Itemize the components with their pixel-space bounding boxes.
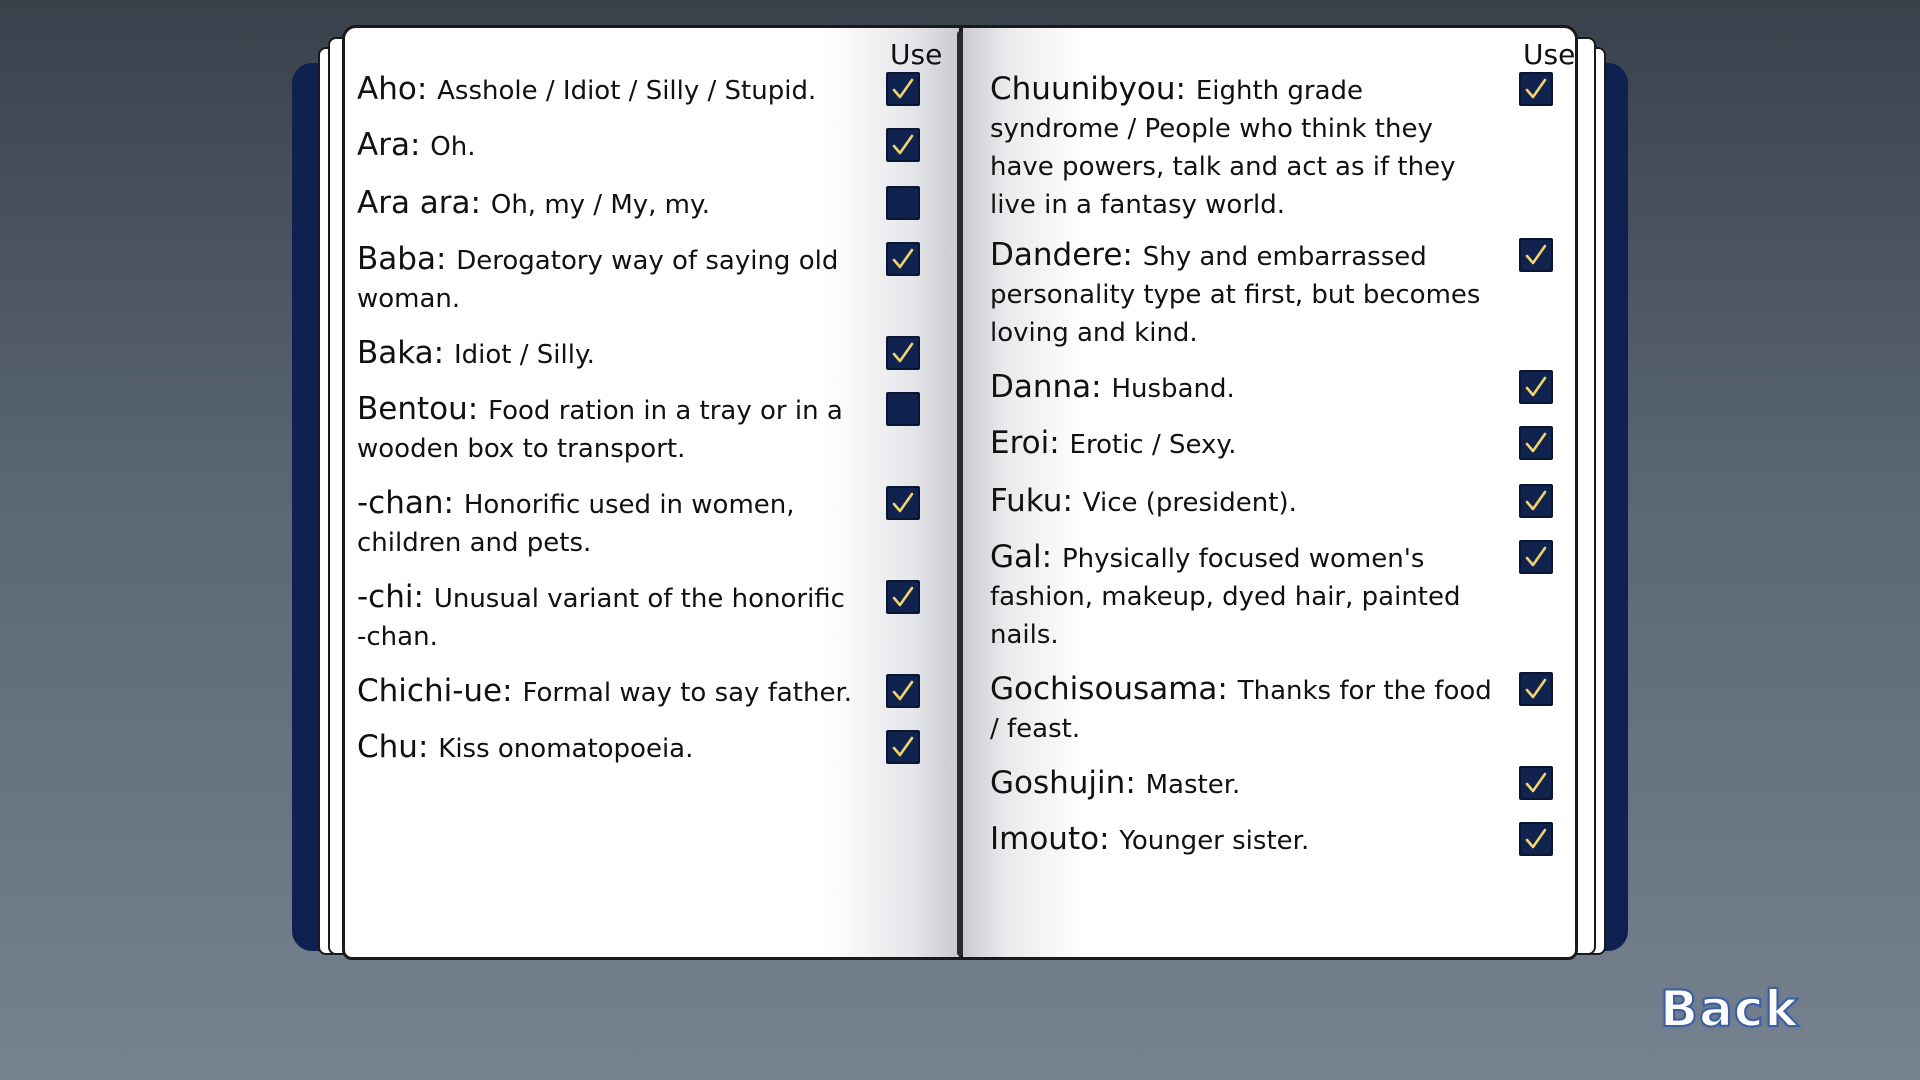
glossary-term: Baba [357,241,436,277]
glossary-entry: Aho: Asshole / Idiot / Silly / Stupid. [357,71,817,107]
glossary-term: Goshujin [990,765,1126,801]
use-checkbox[interactable] [886,72,920,106]
use-checkbox[interactable] [1519,238,1553,272]
glossary-entry: -chi: Unusual variant of the honorific -chan. [357,579,845,652]
use-checkbox[interactable] [886,730,920,764]
glossary-definition: Kiss onomatopoeia. [438,734,694,764]
use-checkbox[interactable] [886,128,920,162]
glossary-term: Chichi-ue [357,673,503,709]
glossary-entry: Ara: Oh. [357,127,476,163]
glossary-term: Chuunibyou [990,71,1176,107]
use-checkbox[interactable] [886,486,920,520]
glossary-entry: Imouto: Younger sister. [990,821,1310,857]
use-checkbox[interactable] [886,392,920,426]
glossary-definition: Asshole / Idiot / Silly / Stupid. [437,76,817,106]
use-checkbox[interactable] [1519,72,1553,106]
use-checkbox[interactable] [1519,672,1553,706]
use-checkbox[interactable] [1519,540,1553,574]
use-column-header: Use [1523,38,1576,71]
checkmark-icon [888,676,918,706]
glossary-definition: Food ration in a tray or in a wooden box to transport. [357,396,843,464]
glossary-entry: Gochisousama: Thanks for the food / feast. [990,671,1492,744]
glossary-entry: Goshujin: Master. [990,765,1241,801]
glossary-definition: Vice (president). [1082,488,1297,518]
glossary-definition: Master. [1145,770,1241,800]
glossary-entry: Baba: Derogatory way of saying old woman. [357,241,839,314]
glossary-entry: Ara ara: Oh, my / My, my. [357,185,710,221]
glossary-definition: Oh. [430,132,476,162]
glossary-entry: -chan: Honorific used in women, children and pets. [357,485,795,558]
glossary-term: Baka [357,335,434,371]
use-checkbox[interactable] [886,186,920,220]
glossary-entry: Gal: Physically focused women's fashion, makeup, dyed hair, painted nails. [990,539,1461,650]
checkmark-icon [888,130,918,160]
glossary-entry: Danna: Husband. [990,369,1235,405]
checkmark-icon [1521,428,1551,458]
checkmark-icon [1521,768,1551,798]
use-checkbox[interactable] [1519,426,1553,460]
glossary-entry: Bentou: Food ration in a tray or in a wooden box to transport. [357,391,843,464]
glossary-definition: Formal way to say father. [522,678,853,708]
glossary-definition: Idiot / Silly. [453,340,595,370]
glossary-term: Aho [357,71,417,107]
book-spine [957,31,963,956]
checkmark-icon [1521,674,1551,704]
glossary-definition: Unusual variant of the honorific -chan. [357,584,845,652]
checkmark-icon [888,244,918,274]
glossary-term: Chu [357,729,418,765]
glossary-term: Fuku [990,483,1063,519]
back-button[interactable]: Back [1660,980,1799,1038]
glossary-definition: Husband. [1111,374,1235,404]
checkmark-icon [888,74,918,104]
glossary-definition: Physically focused women's fashion, makeup, dyed hair, painted nails. [990,544,1461,650]
glossary-term: Dandere [990,237,1123,273]
checkmark-icon [1521,240,1551,270]
glossary-term: -chi [357,579,414,615]
use-checkbox[interactable] [1519,822,1553,856]
glossary-term: Ara ara [357,185,471,221]
glossary-entry: Dandere: Shy and embarrassed personality type at first, but becomes loving and kind. [990,237,1481,348]
glossary-term: Danna [990,369,1092,405]
glossary-definition: Honorific used in women, children and pets. [357,490,795,558]
glossary-definition: Eighth grade syndrome / People who think they have powers, talk and act as if they live in a fantasy world. [990,76,1456,220]
checkmark-icon [1521,74,1551,104]
glossary-term: Eroi [990,425,1050,461]
checkmark-icon [1521,824,1551,854]
glossary-entry: Eroi: Erotic / Sexy. [990,425,1237,461]
glossary-entry: Chichi-ue: Formal way to say father. [357,673,853,709]
glossary-definition: Shy and embarrassed personality type at first, but becomes loving and kind. [990,242,1481,348]
glossary-term: -chan [357,485,444,521]
checkmark-icon [1521,542,1551,572]
glossary-definition: Thanks for the food / feast. [990,676,1492,744]
glossary-entry: Baka: Idiot / Silly. [357,335,595,371]
checkmark-icon [1521,372,1551,402]
glossary-entry: Chu: Kiss onomatopoeia. [357,729,694,765]
use-checkbox[interactable] [1519,370,1553,404]
glossary-term: Ara [357,127,410,163]
glossary-term: Imouto [990,821,1100,857]
glossary-term: Gal [990,539,1042,575]
checkmark-icon [888,732,918,762]
use-checkbox[interactable] [1519,484,1553,518]
checkmark-icon [1521,486,1551,516]
glossary-definition: Erotic / Sexy. [1069,430,1237,460]
glossary-term: Gochisousama [990,671,1218,707]
glossary-definition: Oh, my / My, my. [490,190,710,220]
glossary-definition: Derogatory way of saying old woman. [357,246,839,314]
use-checkbox[interactable] [886,674,920,708]
use-checkbox[interactable] [1519,766,1553,800]
checkmark-icon [888,582,918,612]
checkmark-icon [888,488,918,518]
use-checkbox[interactable] [886,242,920,276]
glossary-entry: Chuunibyou: Eighth grade syndrome / People who think they have powers, talk and act as if they live in a fantasy world. [990,71,1456,220]
glossary-entry: Fuku: Vice (president). [990,483,1297,519]
use-column-header: Use [890,38,943,71]
glossary-definition: Younger sister. [1119,826,1310,856]
checkmark-icon [888,338,918,368]
glossary-term: Bentou [357,391,468,427]
use-checkbox[interactable] [886,580,920,614]
use-checkbox[interactable] [886,336,920,370]
